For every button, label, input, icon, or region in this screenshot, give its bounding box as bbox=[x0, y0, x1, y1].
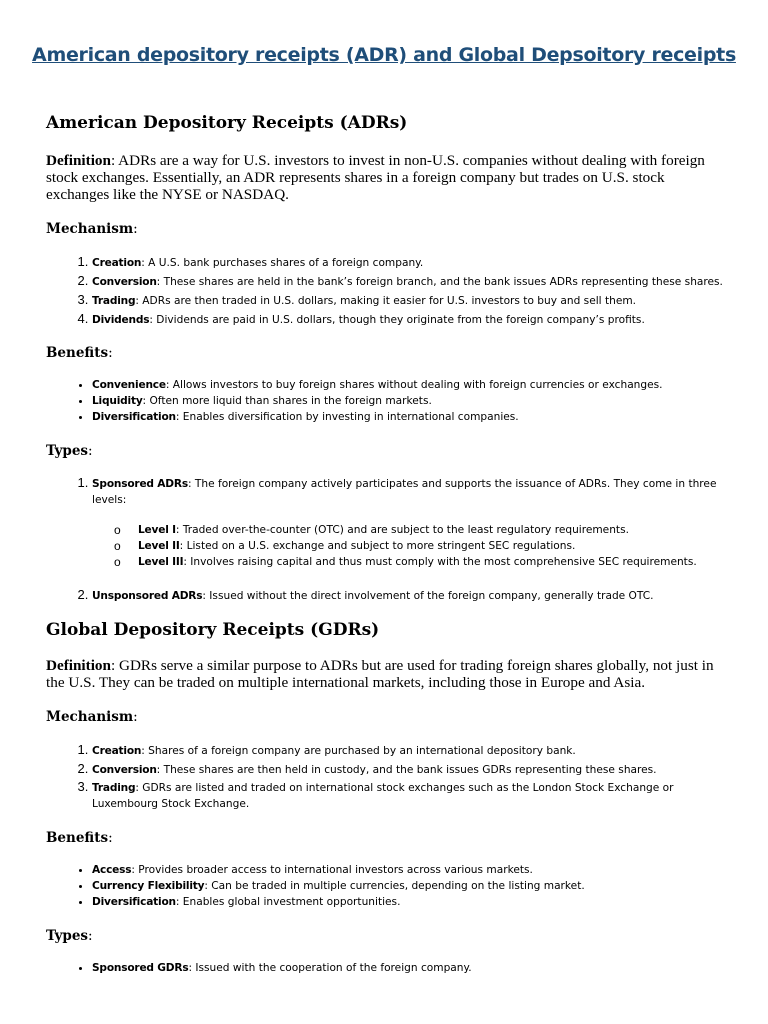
gdr-types-list bbox=[46, 960, 726, 976]
list-item: 1. Creation: A U.S. bank purchases shares of a foreign company. bbox=[92, 253, 726, 272]
list-item: • Liquidity: Often more liquid than shares in the foreign markets. bbox=[92, 393, 726, 409]
gdr-mechanism-label: Mechanism bbox=[46, 709, 134, 725]
adr-definition-label: Definition bbox=[46, 152, 111, 169]
list-item: • Access: Provides broader access to international investors across various markets. bbox=[92, 862, 726, 878]
gdr-benefits-heading: Benefits: bbox=[46, 830, 113, 846]
list-item: 3. Trading: GDRs are listed and traded on international stock exchanges such as the London Stock Exchange or Luxembourg Stock Exchange. bbox=[92, 779, 726, 812]
adr-mechanism-heading: Mechanism: bbox=[46, 221, 138, 237]
adr-definition-text: : ADRs are a way for U.S. investors to invest in non-U.S. companies without dealing with foreign stock exchanges. Essentially, an ADR represents shares in a foreign company but trades on U.S. stock exchanges like the NYSE or NASDAQ. bbox=[46, 152, 705, 203]
adr-types-heading: Types: bbox=[46, 443, 93, 459]
list-item: 3. Trading: ADRs are then traded in U.S. dollars, making it easier for U.S. investors to buy and sell them. bbox=[92, 291, 726, 310]
gdr-mechanism-heading: Mechanism: bbox=[46, 709, 138, 725]
adr-mechanism-label: Mechanism bbox=[46, 221, 134, 237]
list-item: 2. Conversion: These shares are then held in custody, and the bank issues GDRs representing these shares. bbox=[92, 760, 726, 779]
list-item: o Level I: Traded over-the-counter (OTC) and are subject to the least regulatory requirements. bbox=[114, 523, 629, 537]
gdr-types-heading: Types: bbox=[46, 928, 93, 944]
adr-heading: American Depository Receipts (ADRs) bbox=[46, 113, 408, 133]
gdr-benefits-label: Benefits bbox=[46, 830, 109, 846]
list-item: 1. Creation: Shares of a foreign company are purchased by an international depository bank. bbox=[92, 741, 726, 760]
gdr-heading: Global Depository Receipts (GDRs) bbox=[46, 620, 380, 640]
adr-types-list bbox=[46, 475, 726, 605]
gdr-definition bbox=[46, 657, 726, 691]
list-item: 2. Unsponsored ADRs: Issued without the direct involvement of the foreign company, generally trade OTC. bbox=[92, 586, 726, 605]
list-item: o Level III: Involves raising capital and thus must comply with the most comprehensive SEC requirements. bbox=[114, 555, 697, 569]
list-item: • Currency Flexibility: Can be traded in multiple currencies, depending on the listing market. bbox=[92, 878, 726, 894]
circle-bullet-icon: o bbox=[114, 539, 121, 553]
gdr-types-label: Types bbox=[46, 928, 89, 944]
list-item: 2. Conversion: These shares are held in the bank’s foreign branch, and the bank issues ADRs representing these shares. bbox=[92, 272, 726, 291]
list-item: • Convenience: Allows investors to buy foreign shares without dealing with foreign currencies or exchanges. bbox=[92, 377, 726, 393]
adr-mechanism-list bbox=[46, 253, 726, 329]
gdr-definition-label: Definition bbox=[46, 657, 111, 674]
gdr-definition-text: : GDRs serve a similar purpose to ADRs but are used for trading foreign shares globally, not just in the U.S. They can be traded on multiple international markets, including those in Europe and Asia. bbox=[46, 657, 714, 691]
adr-types-label: Types bbox=[46, 443, 89, 459]
list-item: • Diversification: Enables global investment opportunities. bbox=[92, 894, 726, 910]
list-item: o Level II: Listed on a U.S. exchange and subject to more stringent SEC regulations. bbox=[114, 539, 576, 553]
document-title: American depository receipts (ADR) and Global Depsoitory receipts bbox=[32, 44, 736, 66]
adr-benefits-label: Benefits bbox=[46, 345, 109, 361]
gdr-mechanism-list bbox=[46, 741, 726, 812]
document-body bbox=[46, 112, 726, 976]
list-item: 4. Dividends: Dividends are paid in U.S. dollars, though they originate from the foreign company’s profits. bbox=[92, 310, 726, 329]
adr-definition bbox=[46, 152, 726, 203]
circle-bullet-icon: o bbox=[114, 555, 121, 569]
gdr-benefits-list bbox=[46, 862, 726, 910]
list-item: 1. Sponsored ADRs: The foreign company actively participates and supports the issuance of ADRs. They come in three levels: o Level I: Traded over-the-counter (OTC) and are subject to the least regulatory requirements. o Level II: Listed on a U.S. exchange and subject to more stringent SEC regulations. o Level III: Involves raising capital and thus must comply with the most comprehensive SEC requirements. bbox=[92, 475, 726, 570]
adr-benefits-list bbox=[46, 377, 726, 425]
adr-levels-list bbox=[92, 522, 726, 570]
circle-bullet-icon: o bbox=[114, 523, 121, 537]
list-item: • Diversification: Enables diversification by investing in international companies. bbox=[92, 409, 726, 425]
list-item: • Sponsored GDRs: Issued with the cooperation of the foreign company. bbox=[92, 960, 726, 976]
adr-benefits-heading: Benefits: bbox=[46, 345, 113, 361]
